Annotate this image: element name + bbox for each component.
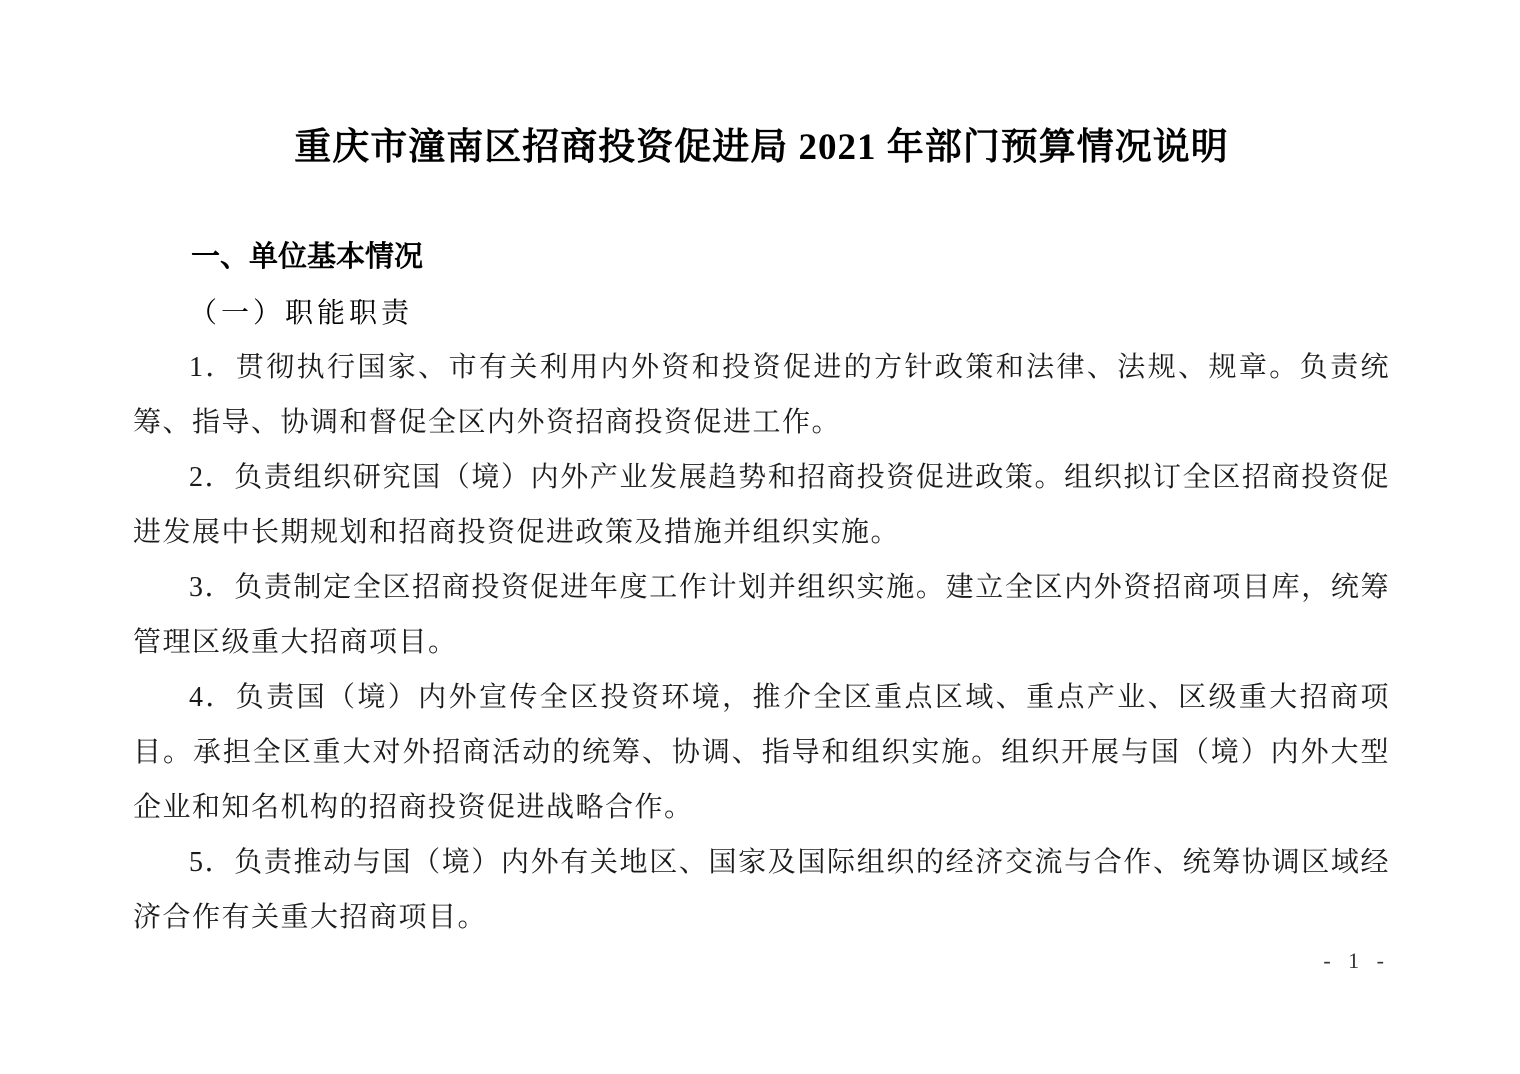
page-number: - 1 - — [1323, 948, 1390, 973]
section-heading-basic-situation: 一、单位基本情况 — [191, 241, 424, 273]
paragraph-duty-1: 1．贯彻执行国家、市有关利用内外资和投资促进的方针政策和法律、法规、规章。负责统筹、指导、协调和督促全区内外资招商投资促进工作。 — [133, 352, 1390, 438]
paragraph-duty-5: 5．负责推动与国（境）内外有关地区、国家及国际组织的经济交流与合作、统筹协调区域经济合作有关重大招商项目。 — [133, 847, 1390, 933]
paragraph-duty-4: 4．负责国（境）内外宣传全区投资环境，推介全区重点区域、重点产业、区级重大招商项目。承担全区重大对外招商活动的统筹、协调、指导和组织实施。组织开展与国（境）内外大型企业和知名机构的招商投资促进战略合作。 — [133, 682, 1390, 823]
document-title: 重庆市潼南区招商投资促进局 2021 年部门预算情况说明 — [294, 127, 1229, 168]
subsection-heading-duties: （一）职能职责 — [189, 296, 414, 329]
paragraph-duty-2: 2．负责组织研究国（境）内外产业发展趋势和招商投资促进政策。组织拟订全区招商投资促进发展中长期规划和招商投资促进政策及措施并组织实施。 — [133, 462, 1390, 548]
paragraph-duty-3: 3．负责制定全区招商投资促进年度工作计划并组织实施。建立全区内外资招商项目库，统筹管理区级重大招商项目。 — [133, 572, 1390, 658]
